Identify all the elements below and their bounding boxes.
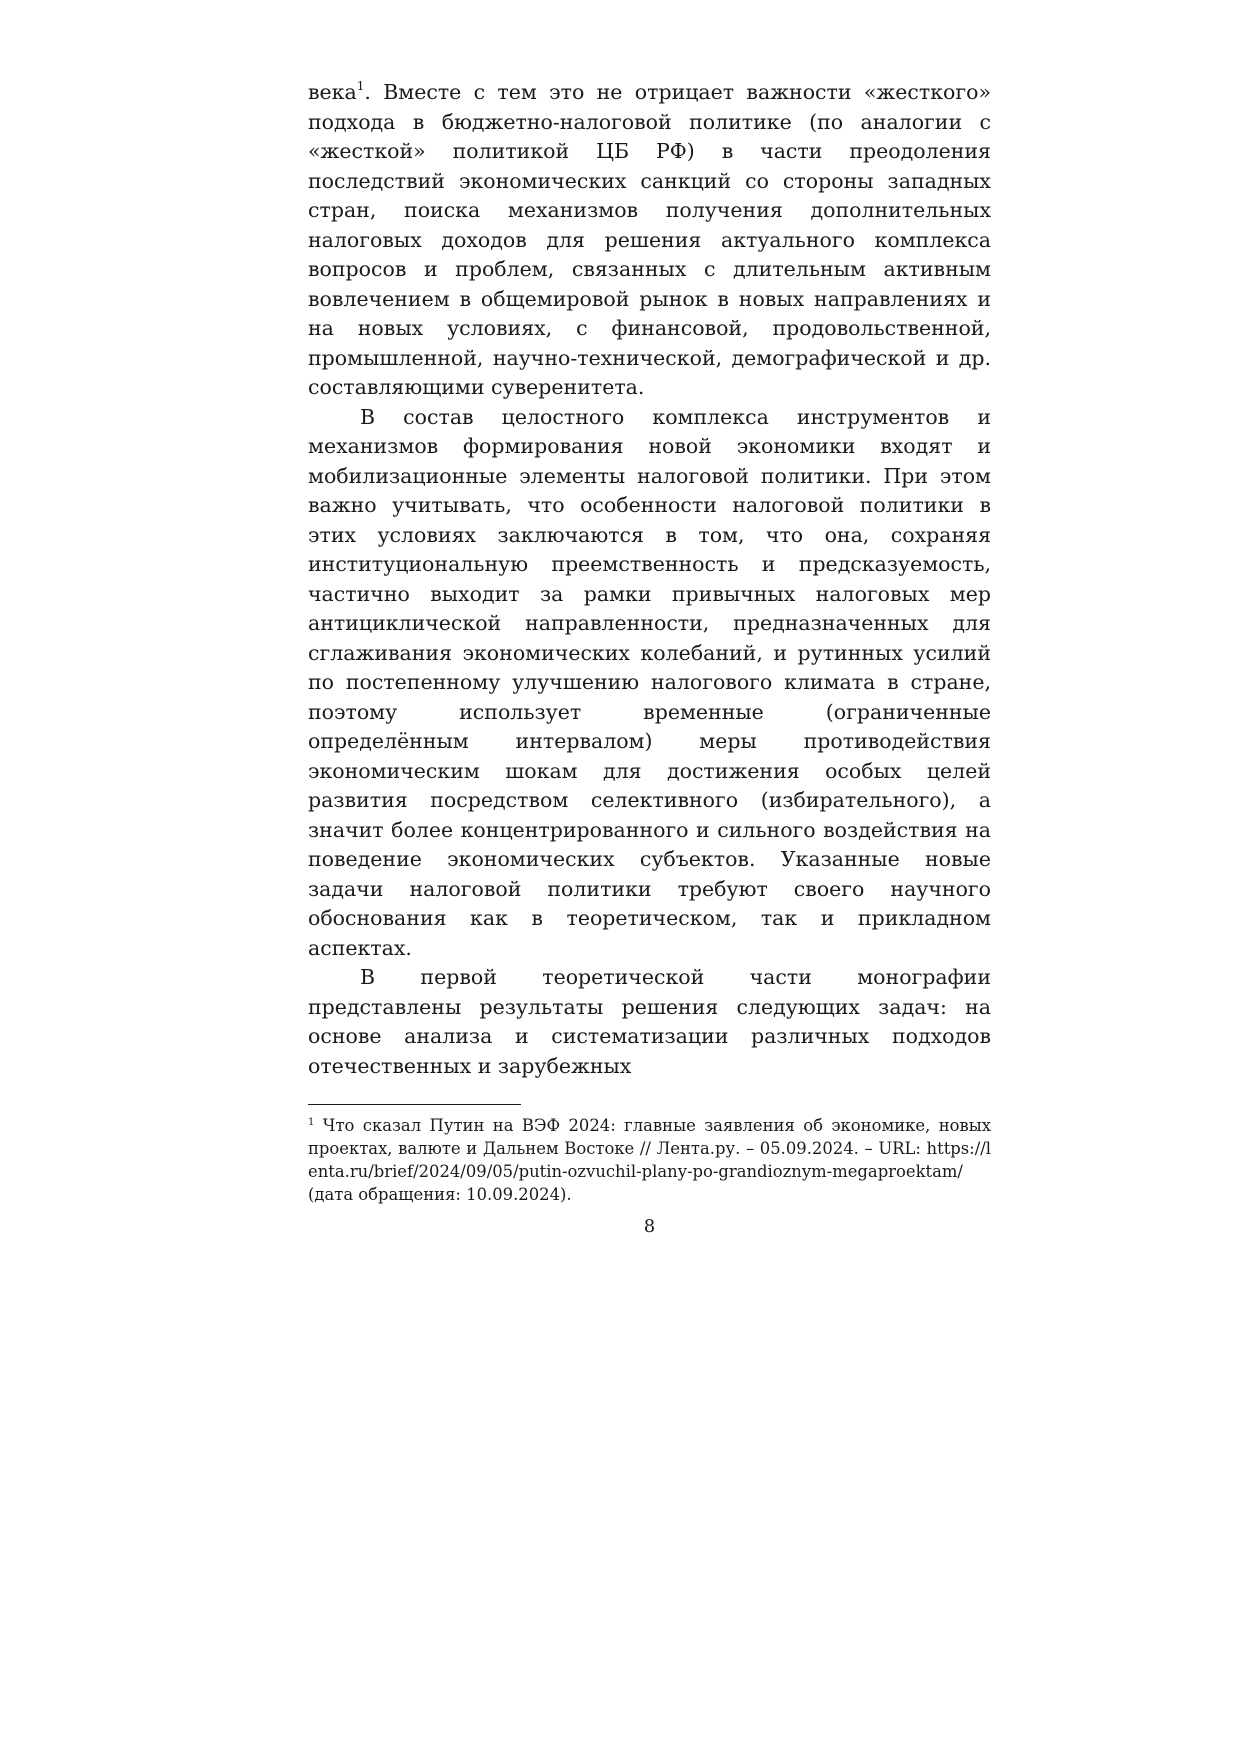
paragraph-1-start: века	[308, 80, 357, 104]
footnote-suffix: (дата обращения: 10.09.2024).	[308, 1185, 572, 1204]
footnote-text: Что сказал Путин на ВЭФ 2024: главные заявления об экономике, новых проектах, валюте и Дальнем Востоке // Лента.ру. – 05.09.2024. – URL:	[308, 1116, 991, 1158]
paragraph-3: В первой теоретической части монографии представлены результаты решения следующих задач: на основе анализа и систематизации различных подходов отечественных и зарубежных	[308, 965, 991, 1078]
footnote	[308, 1114, 991, 1206]
footnote-url[interactable]: https://lenta.ru/brief/2024/09/05/putin-ozvuchil-plany-po-grandioznym-megaproektam/	[308, 1139, 991, 1181]
footnote-mark: 1	[308, 1117, 315, 1128]
main-text	[308, 78, 991, 1081]
paragraph-2: В состав целостного комплекса инструментов и механизмов формирования новой экономики входят и мобилизационные элементы налоговой политики. При этом важно учитывать, что особенности налоговой политики в этих условиях заключаются в том, что она, сохраняя институциональную преемственность и предсказуемость, частично выходит за рамки привычных налоговых мер антициклической направленности, предназначенных для сглаживания экономических колебаний, и рутинных усилий по постепенному улучшению налогового климата в стране, поэтому использует временные (ограниченные определённым интервалом) меры противодействия экономическим шокам для достижения особых целей развития посредством селективного (избирательного), а значит более концентрированного и сильного воздействия на поведение экономических субъектов. Указанные новые задачи налоговой политики требуют своего научного обоснования как в теоретическом, так и прикладном аспектах.	[308, 404, 991, 960]
page-number: 8	[643, 1216, 656, 1237]
footnote-reference[interactable]: 1	[356, 79, 365, 93]
paragraph-1-text: . Вместе с тем это не отрицает важности «жесткого» подхода в бюджетно-налоговой политике (по аналогии с «жесткой» политикой ЦБ РФ) в части преодоления последствий экономических санкций со стороны западных стран, поиска механизмов получения дополнительных налоговых доходов для решения актуального комплекса вопросов и проблем, связанных с длительным активным вовлечением в общемировой рынок в новых направлениях и на новых условиях, с финансовой, продовольственной, промышленной, научно-технической, демографической и др. составляющими суверенитета.	[308, 80, 991, 399]
paragraph-1	[308, 78, 991, 403]
document-page	[308, 78, 991, 1237]
footnote-separator	[308, 1104, 521, 1105]
